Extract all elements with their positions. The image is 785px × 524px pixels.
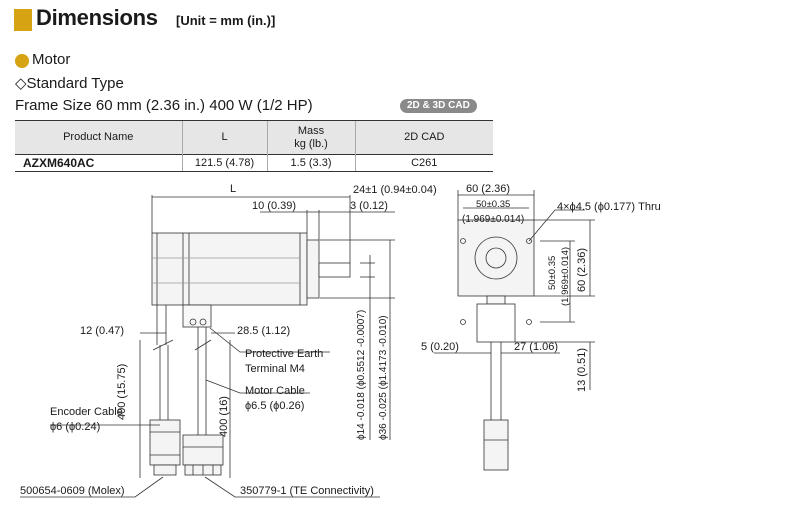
header-2d-cad: 2D CAD	[355, 121, 493, 155]
motor-connector	[183, 435, 223, 465]
encoder-cable-diameter: ϕ6 (ϕ0.24)	[50, 421, 101, 433]
holes-label: 4×ϕ4.5 (ϕ0.177) Thru	[557, 201, 661, 213]
connector-te: 350779-1 (TE Connectivity)	[240, 485, 374, 497]
dim-shaft-diameter: ϕ14 -0.018 (ϕ0.5512 -0.0007)	[356, 309, 367, 440]
dim-50-side: 50±0.35	[547, 255, 558, 290]
flange-side	[307, 240, 319, 298]
dim-24: 24±1 (0.94±0.04)	[353, 184, 437, 196]
section-motor: Motor	[32, 51, 71, 68]
header-mass-line1: Mass	[297, 124, 325, 137]
shaft-side	[319, 263, 350, 277]
cell-product: AZXM640AC	[15, 155, 182, 172]
motor-cable-label: Motor Cable	[245, 385, 305, 397]
section-standard-type: ◇Standard Type	[15, 75, 124, 92]
dim-13: 13 (0.51)	[576, 347, 588, 392]
protective-earth-label: Protective Earth	[245, 348, 324, 360]
motor-body-side	[152, 233, 307, 305]
cell-cad[interactable]: C261	[355, 155, 493, 172]
dim-pilot-diameter: ϕ36 -0.025 (ϕ1.4173 -0.010)	[378, 315, 389, 440]
dim-1969-side: (1.969±0.014)	[560, 246, 571, 306]
page-title: Dimensions	[36, 5, 158, 30]
protective-earth-terminal: Terminal M4	[245, 363, 305, 375]
front-connector	[484, 420, 508, 470]
dim-12: 12 (0.47)	[80, 325, 125, 337]
dim-60-top: 60 (2.36)	[466, 183, 511, 195]
header-l: L	[182, 121, 267, 155]
cell-l: 121.5 (4.78)	[182, 155, 267, 172]
cad-badge[interactable]: 2D & 3D CAD	[400, 99, 477, 113]
unit-label: [Unit = mm (in.)]	[176, 13, 276, 28]
cell-mass: 1.5 (3.3)	[267, 155, 355, 172]
header-product-name: Product Name	[15, 121, 182, 155]
dim-60-side: 60 (2.36)	[576, 247, 588, 292]
dim-l: L	[230, 183, 237, 195]
earth-terminal-block	[183, 305, 211, 327]
motor-cable-diameter: ϕ6.5 (ϕ0.26)	[245, 400, 305, 412]
dim-5: 5 (0.20)	[421, 341, 459, 353]
encoder-cable-label: Encoder Cable	[50, 406, 123, 418]
dim-1969-top: (1.969±0.014)	[462, 214, 525, 225]
dim-400-mid: 400 (16)	[218, 396, 230, 437]
dim-50-top: 50±0.35	[476, 199, 511, 210]
header-mass-line2: kg (lb.)	[294, 137, 328, 150]
dim-3: 3 (0.12)	[350, 200, 388, 212]
encoder-connector	[150, 420, 180, 465]
motor-front-view	[458, 220, 534, 296]
dim-10: 10 (0.39)	[252, 200, 297, 212]
dim-27: 27 (1.06)	[514, 341, 559, 353]
dim-400-left: 400 (15.75)	[116, 363, 128, 420]
connector-molex: 500654-0609 (Molex)	[20, 485, 125, 497]
dim-28-5: 28.5 (1.12)	[237, 325, 291, 337]
frame-size: Frame Size 60 mm (2.36 in.) 400 W (1/2 HP)	[15, 97, 313, 114]
